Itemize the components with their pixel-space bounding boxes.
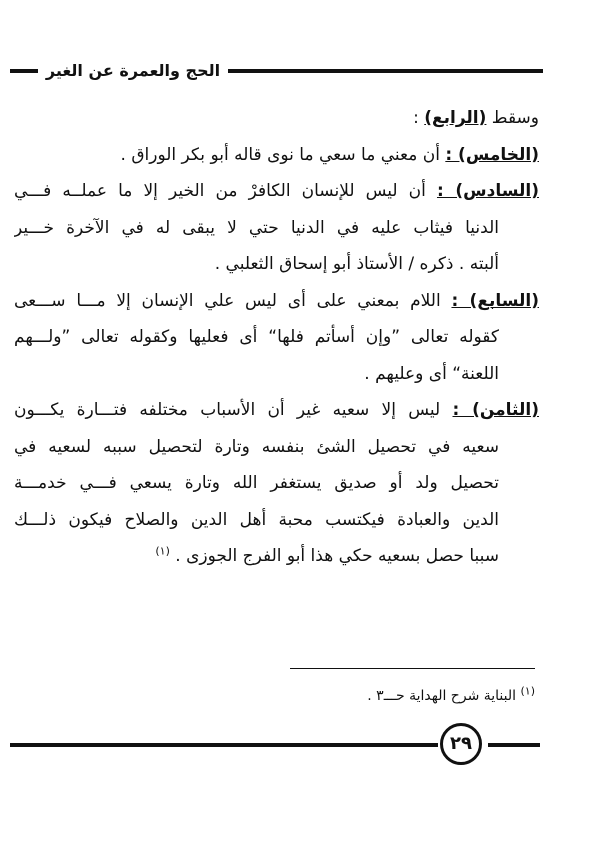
section-term: (الثامن) : <box>452 400 539 420</box>
text-line: الدين والعبادة فيكتسب محبة أهل الدين والصلاح فيكون ذلـــك <box>14 509 499 530</box>
text-line: (السابع) : اللام بمعني على أى ليس علي الإنسان إلا مـــا ســـعى <box>14 290 539 311</box>
footnote-marker: (١) <box>520 684 535 698</box>
section-term: (السادس) : <box>436 181 539 201</box>
section-term: (الرابع) <box>424 108 487 128</box>
page-number: ٢٩ <box>440 723 482 765</box>
footnote-separator <box>290 668 535 669</box>
main-text <box>14 100 539 575</box>
header-rule-right <box>228 69 543 73</box>
footer-rule-left <box>10 743 438 747</box>
text-line: سعيه في تحصيل الشئ بنفسه وتارة لتحصيل سببه لسعيه في <box>14 436 499 457</box>
text-line: سببا حصل بسعيه حكي هذا أبو الفرج الجوزى . $^{(١)}$ <box>155 544 499 566</box>
text-line: وسقط (الرابع) : <box>413 108 539 128</box>
footnote-text: البناية شرح الهداية حـــ٣ . <box>367 688 521 704</box>
text-line: (السادس) : أن ليس للإنسان الكافرْ من الخير إلا ما عملــه فـــي <box>14 181 539 201</box>
text-line: (الثامن) : ليس إلا سعيه غير أن الأسباب مختلفه فتـــارة يكـــون <box>14 400 539 420</box>
text-line: ألبته . ذكره / الأستاذ أبو إسحاق الثعلبي . <box>214 254 499 274</box>
running-header-title: الحج والعمرة عن الغير <box>45 61 221 80</box>
text-line: اللعنة“ أى وعليهم . <box>364 363 499 384</box>
header-rule-left <box>10 69 38 73</box>
section-term: (الخامس) : <box>445 144 539 165</box>
footer-rule-right <box>488 743 540 747</box>
footnote <box>200 682 535 710</box>
text-line: الدنيا فيثاب عليه في الدنيا حتي لا يبقى له في الآخرة خـــير <box>14 217 499 238</box>
text-line: كقوله تعالى ”وإن أسأتم فلها“ أى فعليها وكقوله تعالى ”ولـــهم <box>14 327 499 347</box>
section-term: (السابع) : <box>451 290 539 311</box>
text-line: تحصيل ولد أو صديق يستغفر الله وتارة يسعي فـــي خدمـــة <box>14 473 499 493</box>
footnote-reference[interactable]: (١) <box>155 544 170 558</box>
text-line: (الخامس) : أن معني ما سعي ما نوى قاله أبو بكر الوراق . <box>120 144 539 165</box>
